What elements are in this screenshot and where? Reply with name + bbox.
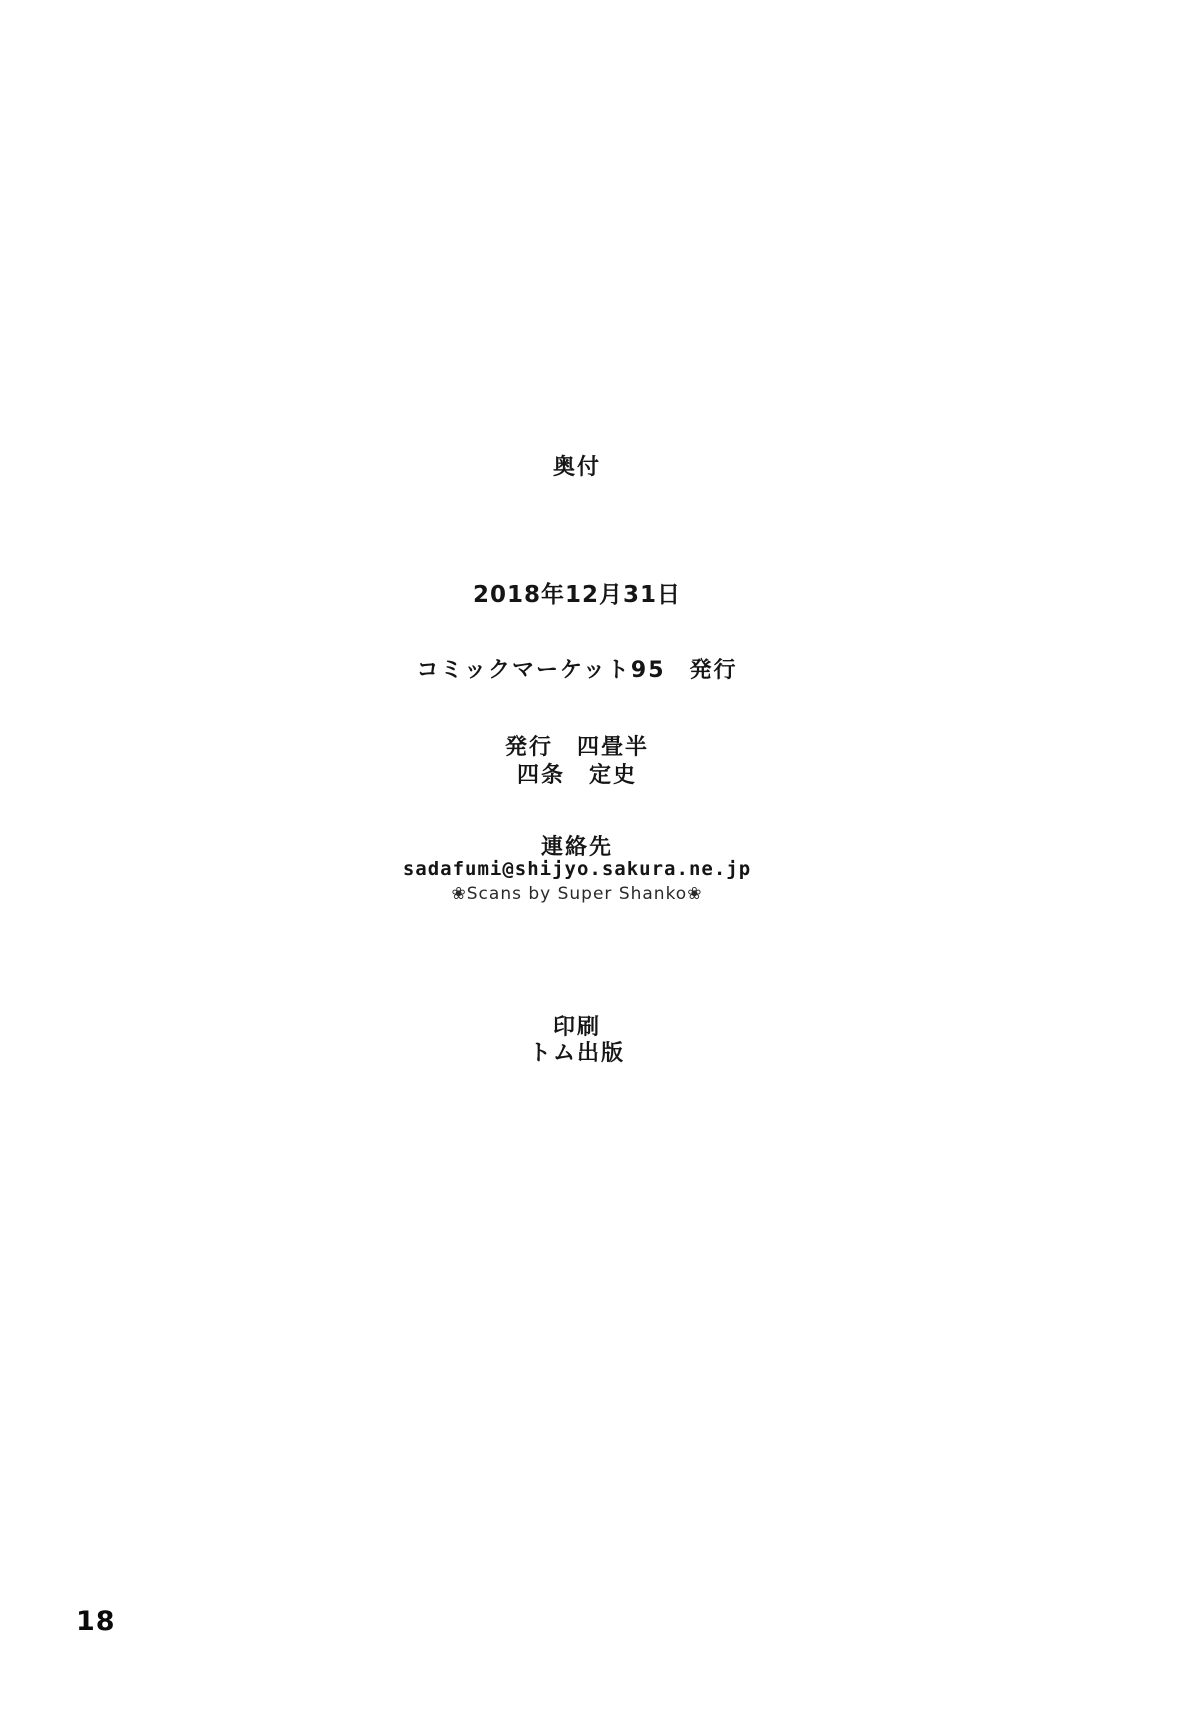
colophon-title: 奥付 bbox=[552, 455, 601, 480]
page-number: 18 bbox=[76, 1606, 116, 1637]
contact-email: sadafumi@shijyo.sakura.ne.jp bbox=[402, 858, 752, 880]
scanner-credit: ❀Scans by Super Shanko❀ bbox=[451, 884, 703, 904]
author-name-line: 四条 定史 bbox=[516, 763, 637, 788]
event-publication-line: コミックマーケット95 発行 bbox=[416, 658, 738, 683]
publisher-circle-line: 発行 四畳半 bbox=[504, 735, 649, 760]
contact-heading: 連絡先 bbox=[540, 835, 613, 860]
printing-heading: 印刷 bbox=[552, 1015, 601, 1040]
publication-date: 2018年12月31日 bbox=[472, 582, 682, 608]
printer-name: トム出版 bbox=[528, 1041, 625, 1066]
